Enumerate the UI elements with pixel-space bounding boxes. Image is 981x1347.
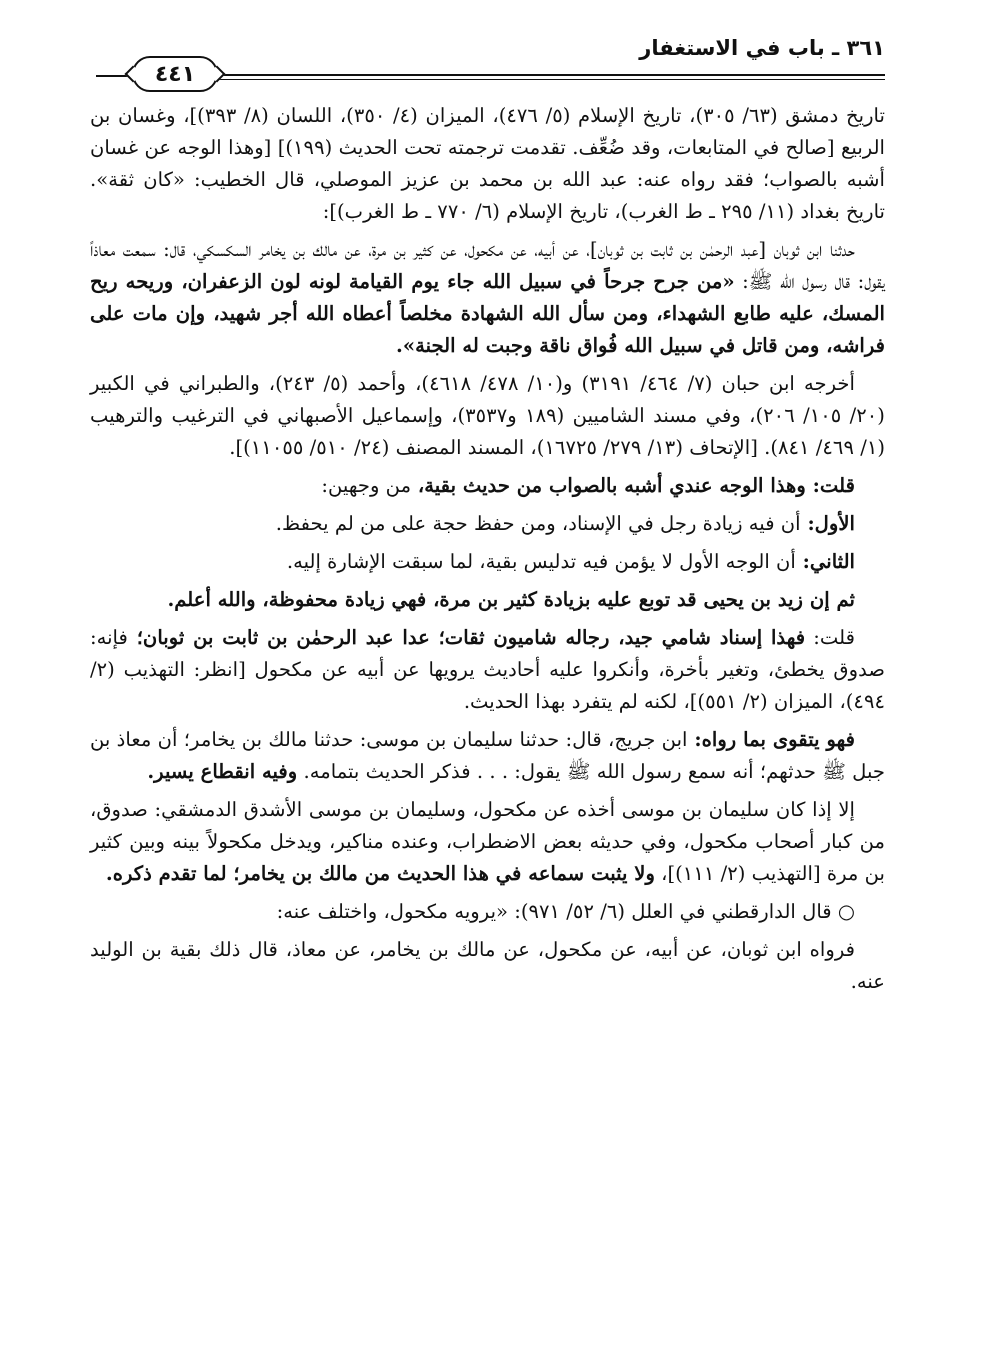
page-number-ornament (132, 56, 218, 92)
body-text (90, 100, 885, 1004)
text-segment: إلا إذا كان سليمان بن موسى أخذه عن مكحول، (465, 798, 855, 821)
paragraph-p8 (90, 622, 885, 718)
text-segment: فرواه ابن ثوبان، عن أبيه، عن مكحول، عن مالك بن يخامر، عن معاذ، قال ذلك بقية بن الوليد عنه. (90, 938, 885, 993)
text-segment: أخرجه ابن حبان (٧/ ٤٦٤/ ٣١٩١) و(١٠/ ٤٧٨/ ٤٦١٨)، وأحمد (٥/ ٢٤٣)، والطبراني في الكبير (٢٠/ ١٠٥/ ٢٠٦)، وفي مسند الشاميين (١٨٩ و٣٥٣٧)، وإسماعيل الأصبهاني في الترغيب والترهيب (١/ ٤٦٩/ ٨٤١). [الإتحاف (١٣/ ٢٧٩/ ١٦٧٢٥)، المسند المصنف (٢٤/ ٥١٠/ ١١٠٥٥)]. (90, 372, 885, 459)
bold-text-segment: «من جرح جرحاً في سبيل الله جاء يوم القيامة لونه لون الزعفران، وريحه ريح المسك، عليه طابع الشهداء، ومن سأل الله الشهادة مخلصاً أعطاه الله أجر شهيد، وإن مات على فراشه، ومن قاتل في سبيل الله فُواق ناقة وجبت له الجنة». (90, 270, 885, 357)
header-double-rule (216, 74, 885, 80)
paragraph-p2 (90, 234, 885, 362)
paragraph-p9 (90, 724, 885, 788)
paragraph-p1 (90, 100, 885, 228)
page-number: ٤٤١ (154, 61, 196, 87)
paragraph-p12 (90, 934, 885, 998)
bold-text-segment: الثاني: (795, 550, 855, 573)
ornament-tip-left (125, 66, 142, 83)
paragraph-p11 (90, 896, 885, 928)
running-header (96, 28, 885, 88)
text-segment: قال الدارقطني في العلل (٦/ ٥٢/ ٩٧١): «يرويه مكحول، واختلف عنه: (276, 900, 832, 923)
text-segment: أن الوجه الأول لا يؤمن فيه تدليس بقية، لما سبقت الإشارة إليه. (286, 550, 796, 573)
paragraph-p4 (90, 470, 885, 502)
bold-text-segment: وفيه انقطاع يسير. (147, 760, 298, 783)
bold-text-segment: فهذا إسناد شامي جيد، رجاله شاميون ثقات؛ عدا عبد الرحمٰن بن ثابت بن ثوبان؛ (127, 626, 806, 649)
text-segment: حدثنا ابن ثوبان [عبد الرحمٰن بن ثابت بن ثوبان]، عن أبيه، عن مكحول، عن كثير بن مرة، عن مالك بن يخامر السكسكي، قال: سمعت معاذاً يقول: قال رسول الله ﷺ: (90, 238, 885, 293)
bold-text-segment: ثم إن زيد بن يحيى قد توبع عليه بزيادة كثير بن مرة، فهي زيادة محفوظة، والله أعلم. (167, 588, 855, 611)
paragraph-p5 (90, 508, 885, 540)
bold-text-segment: فهو يتقوى بما رواه: (687, 728, 855, 751)
bold-text-segment: الأول: (800, 512, 855, 535)
text-segment: أن فيه زيادة رجل في الإسناد، ومن حفظ حجة على من لم يحفظ. (275, 512, 801, 535)
text-segment: قلت: (805, 626, 855, 649)
paragraph-p3 (90, 368, 885, 464)
paragraph-p7 (90, 584, 885, 616)
paragraph-p6 (90, 546, 885, 578)
bold-text-segment: ولا يثبت سماعه في هذا الحديث من مالك بن يخامر؛ لما تقدم ذكره. (105, 862, 655, 885)
text-segment: ابن جريج، قال: حدثنا سليمان بن موسى: حدثنا مالك بن يخامر؛ أن معاذ بن جبل ﷺ حدثهم؛ أنه سمع رسول الله ﷺ يقول: . . . فذكر الحديث بتمامه. (90, 728, 885, 783)
bold-text-segment: قلت: وهذا الوجه عندي أشبه بالصواب من حديث بقية، (411, 474, 855, 497)
chapter-title: ٣٦١ ـ باب في الاستغفار (639, 36, 885, 60)
paragraph-p10 (90, 794, 885, 890)
text-segment: ○ (831, 900, 855, 923)
text-segment: تاريخ دمشق (٦٣/ ٣٠٥)، تاريخ الإسلام (٥/ ٤٧٦)، الميزان (٤/ ٣٥٠)، اللسان (٨/ ٣٩٣)]، وغسان بن الربيع [صالح في المتابعات، وقد ضُعِّف. تقدمت ترجمته تحت الحديث (١٩٩)] [وهذا الوجه عن غسان أشبه بالصواب؛ فقد رواه عنه: عبد الله بن محمد بن عزيز الموصلي، قال الخطيب: «كان ثقة». تاريخ بغداد (١١/ ٢٩٥ ـ ط الغرب)، تاريخ الإسلام (٦/ ٧٧٠ ـ ط الغرب)]: (90, 104, 886, 223)
text-segment: فإنه: صدوق يخطئ، وتغير بأخرة، وأنكروا عليه أحاديث يرويها عن أبيه عن مكحول [انظر: التهذيب (٢/ ٤٩٤)، الميزان (٢/ ٥٥١)]، لكنه لم يتفرد بهذا الحديث. (90, 626, 885, 713)
text-segment: من وجهين: (321, 474, 412, 497)
text-segment: وسليمان بن موسى الأشدق الدمشقي: صدوق، من كبار أصحاب مكحول، وفي حديثه بعض الاضطراب، وعنده مناكير، ويدخل مكحولاً بينه وبين كثير بن مرة [التهذيب (٢/ ١١١)]، (90, 798, 885, 885)
